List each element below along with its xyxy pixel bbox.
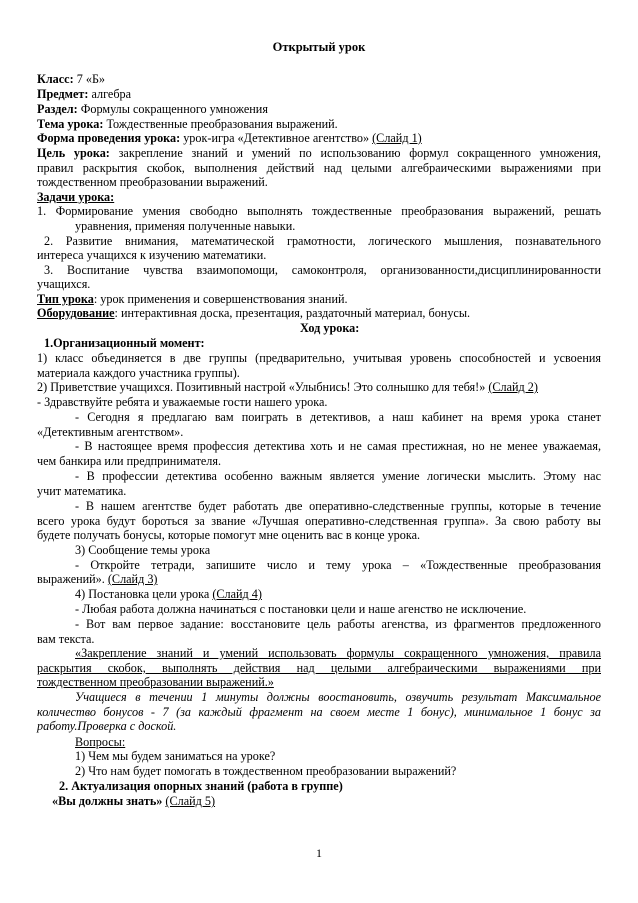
text-line: 1) класс объединяется в две группы (предварительно, учитывая уровень способностей и усвоения <box>37 351 601 365</box>
slide-5-link: (Слайд 5) <box>165 794 216 808</box>
text-line: - Сегодня я предлагаю вам поиграть в детективов, а наш кабинет на время урока станет <box>75 410 601 424</box>
text-line: - В настоящее время профессия детектива хоть и не самая престижная, но не менее уважаемая, <box>75 439 601 453</box>
goal-line-1: Цель урока: закрепление знаний и умений по использованию формул сокращенного умножения, <box>37 146 601 160</box>
text-line: всего урока будут бороться за звание «Лучшая оперативно-следственная группа». За свою работу вы <box>37 514 601 528</box>
slide-1-link: (Слайд 1) <box>372 131 422 145</box>
tasks-heading: Задачи урока: <box>37 190 115 204</box>
italic-line: количество бонусов - 7 (за каждый фрагмент на своем месте 1 бонус), минимальное 1 бонус за <box>37 705 601 719</box>
section-line: Раздел: Формулы сокращенного умножения <box>37 102 268 116</box>
text-line: - Здравствуйте ребята и уважаемые гости нашего урока. <box>37 395 328 409</box>
task-3-line-1: 3. Воспитание чувства взаимопомощи, самоконтроля, организованности,дисциплинированности <box>44 263 601 277</box>
task-2-line-2: интереса учащихся к изучению математики. <box>37 248 267 262</box>
task-3-line-2: учащихся. <box>37 277 91 291</box>
text-line: 2) Приветствие учащихся. Позитивный настрой «Улыбнись! Это солнышко для тебя!» (Слайд 2) <box>37 380 538 394</box>
text-line: 4) Постановка цели урока (Слайд 4) <box>75 587 262 601</box>
course-heading: Ход урока: <box>300 321 360 335</box>
stage-2-subheading: «Вы должны знать» (Слайд 5) <box>52 794 216 808</box>
goal-line-3: тождественном преобразовании выражений. <box>37 175 268 189</box>
task-1-line-1: 1. Формирование умения свободно выполнять тождественные преобразования выражений, решать <box>37 204 601 218</box>
italic-line: Учащиеся в течении 1 минуты должны воостановить, озвучить результат Максимальное <box>75 690 601 704</box>
text-line: будете получать бонусы, которые помогут мне оценить вас в конце урока. <box>37 528 421 542</box>
task-2-line-1: 2. Развитие внимания, математической грамотности, логического мышления, познавательного <box>44 234 601 248</box>
italic-line: работу.Проверка с доской. <box>37 719 177 733</box>
text-line: чем банкира или предпринимателя. <box>37 454 222 468</box>
text-line: 3) Сообщение темы урока <box>75 543 211 557</box>
questions-heading: Вопросы: <box>75 735 126 749</box>
stage-2-heading: 2. Актуализация опорных знаний (работа в группе) <box>59 779 343 793</box>
goal-quote-line: тождественном преобразовании выражений.» <box>37 675 274 689</box>
slide-3-link: (Слайд 3) <box>107 572 158 586</box>
slide-4-link: (Слайд 4) <box>212 587 262 601</box>
text-line: выражений». (Слайд 3) <box>37 572 158 586</box>
text-line: - В профессии детектива особенно важным является умение логически мыслить. Этому нас <box>75 469 601 483</box>
text-line: учит математика. <box>37 484 127 498</box>
form-line: Форма проведения урока: урок-игра «Детективное агентство» (Слайд 1) <box>37 131 422 145</box>
lesson-type-line: Тип урока: урок применения и совершенствования знаний. <box>37 292 348 306</box>
text-line: - Любая работа должна начинаться с постановки цели и наше агенство не исключение. <box>75 602 527 616</box>
text-line: - В нашем агентстве будет работать две оперативно-следственные группы, которые в течение <box>75 499 601 513</box>
text-line: - Вот вам первое задание: восстановите цель работы агенства, из фрагментов предложенного <box>75 617 601 631</box>
subject-line: Предмет: алгебра <box>37 87 132 101</box>
goal-line-2: правил раскрытия скобок, выполнения действий над целыми алгебраическими выражениями при <box>37 161 601 175</box>
text-line: - Откройте тетради, запишите число и тему урока – «Тождественные преобразования <box>75 558 601 572</box>
question-item: 1) Чем мы будем заниматься на уроке? <box>75 749 276 763</box>
goal-quote-line: «Закрепление знаний и умений использовать формулы сокращенного умножения, правила <box>75 646 601 660</box>
stage-1-heading: 1.Организационный момент: <box>44 336 205 350</box>
topic-line: Тема урока: Тождественные преобразования выражений. <box>37 117 338 131</box>
text-line: вам текста. <box>37 632 95 646</box>
question-item: 2) Что нам будет помогать в тождественном преобразовании выражений? <box>75 764 457 778</box>
equipment-line: Оборудование: интерактивная доска, презентация, раздаточный материал, бонусы. <box>37 306 471 320</box>
goal-quote-line: раскрытия скобок, выполнять действия над целыми алгебраическими выражениями при <box>37 661 601 675</box>
document-title: Открытый урок <box>272 40 366 54</box>
slide-2-link: (Слайд 2) <box>488 380 538 394</box>
text-line: материала каждого участника группы). <box>37 366 240 380</box>
task-1-line-2: уравнения, применяя полученные навыки. <box>75 219 296 233</box>
class-line: Класс: 7 «Б» <box>37 72 106 86</box>
page-number: 1 <box>316 846 322 860</box>
text-line: «Детективным агентством». <box>37 425 184 439</box>
